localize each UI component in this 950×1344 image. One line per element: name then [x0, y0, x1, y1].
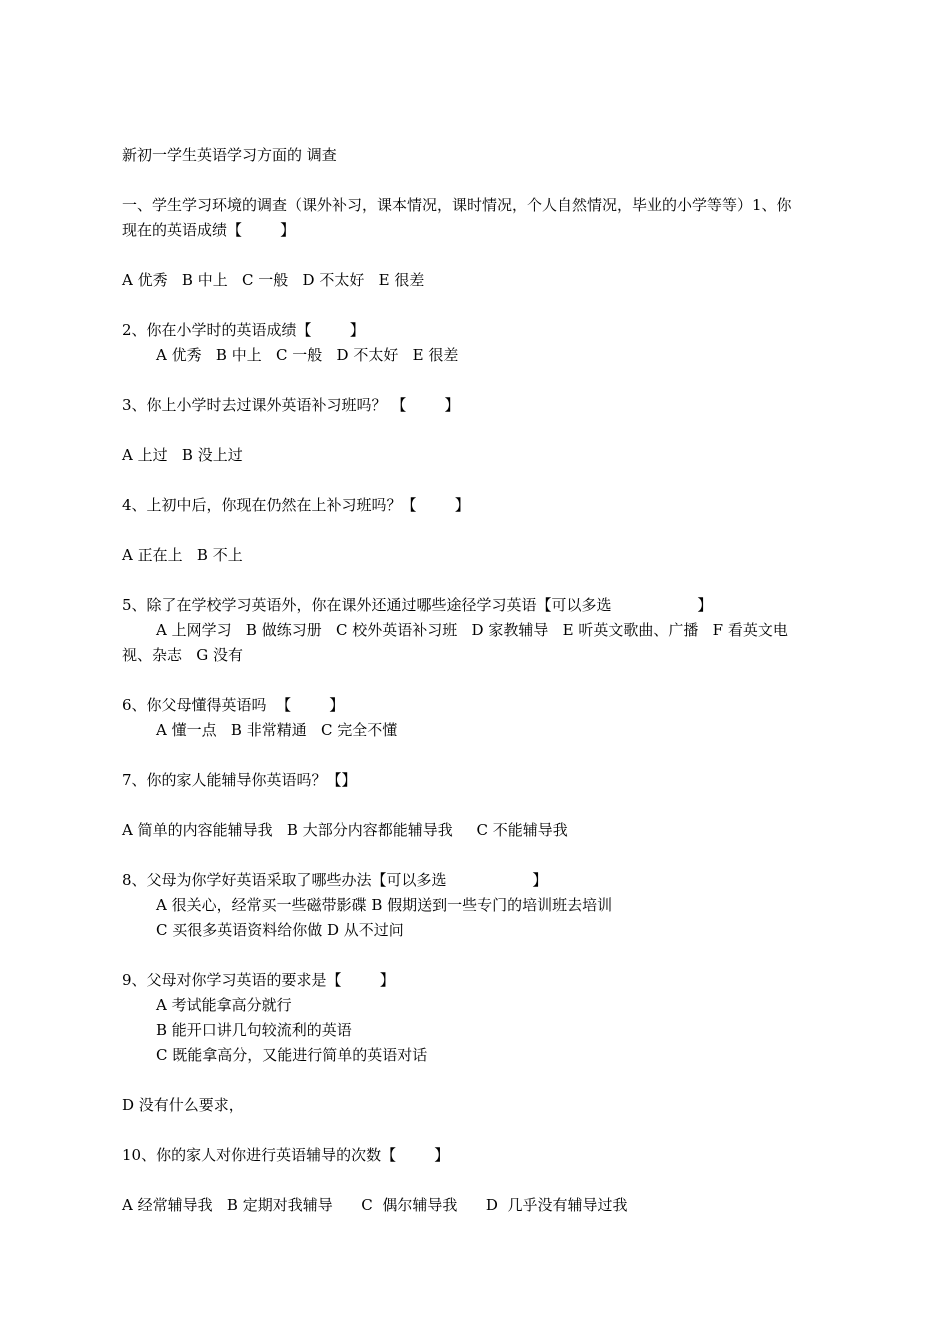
question-3-options: A 上过 B 没上过	[122, 446, 243, 464]
question-1: 现在的英语成绩【 】	[122, 221, 296, 239]
question-9-option-d: D 没有什么要求，	[122, 1096, 244, 1114]
question-2: 2、你在小学时的英语成绩【 】	[122, 321, 365, 339]
question-4: 4、上初中后，你现在仍然在上补习班吗？【 】	[122, 496, 470, 514]
section1-line1: 一、学生学习环境的调查（课外补习，课本情况，课时情况，个人自然情况，毕业的小学等等）1、你	[122, 196, 792, 214]
question-4-options: A 正在上 B 不上	[122, 546, 243, 564]
question-2-options: A 优秀 B 中上 C 一般 D 不太好 E 很差	[156, 346, 459, 364]
question-6: 6、你父母懂得英语吗 【 】	[122, 696, 345, 714]
question-7-options: A 简单的内容能辅导我 B 大部分内容都能辅导我 C 不能辅导我	[122, 821, 568, 839]
question-8-option-a-b: A 很关心，经常买一些磁带影碟 B 假期送到一些专门的培训班去培训	[156, 896, 613, 914]
question-5-options-line2: 视、杂志 G 没有	[122, 646, 244, 664]
question-9-option-a: A 考试能拿高分就行	[156, 996, 292, 1014]
question-1-options: A 优秀 B 中上 C 一般 D 不太好 E 很差	[122, 271, 425, 289]
question-5: 5、除了在学校学习英语外，你在课外还通过哪些途径学习英语【可以多选 】	[122, 596, 713, 614]
question-8: 8、父母为你学好英语采取了哪些办法【可以多选 】	[122, 871, 548, 889]
question-8-option-c-d: C 买很多英语资料给你做 D 从不过问	[156, 921, 404, 939]
question-3: 3、你上小学时去过课外英语补习班吗？ 【 】	[122, 396, 460, 414]
question-6-options: A 懂一点 B 非常精通 C 完全不懂	[156, 721, 398, 739]
question-7: 7、你的家人能辅导你英语吗？【】	[122, 771, 357, 789]
question-10-options: A 经常辅导我 B 定期对我辅导 C 偶尔辅导我 D 几乎没有辅导过我	[122, 1196, 628, 1214]
question-9-option-c: C 既能拿高分，又能进行简单的英语对话	[156, 1046, 428, 1064]
question-9-option-b: B 能开口讲几句较流利的英语	[156, 1021, 352, 1039]
question-5-options-line1: A 上网学习 B 做练习册 C 校外英语补习班 D 家教辅导 E 听英文歌曲、广播 F 看英文电	[156, 621, 788, 639]
question-10: 10、你的家人对你进行英语辅导的次数【 】	[122, 1146, 450, 1164]
survey-document	[122, 143, 832, 1218]
document-title: 新初一学生英语学习方面的 调查	[122, 146, 337, 164]
question-9: 9、父母对你学习英语的要求是【 】	[122, 971, 395, 989]
